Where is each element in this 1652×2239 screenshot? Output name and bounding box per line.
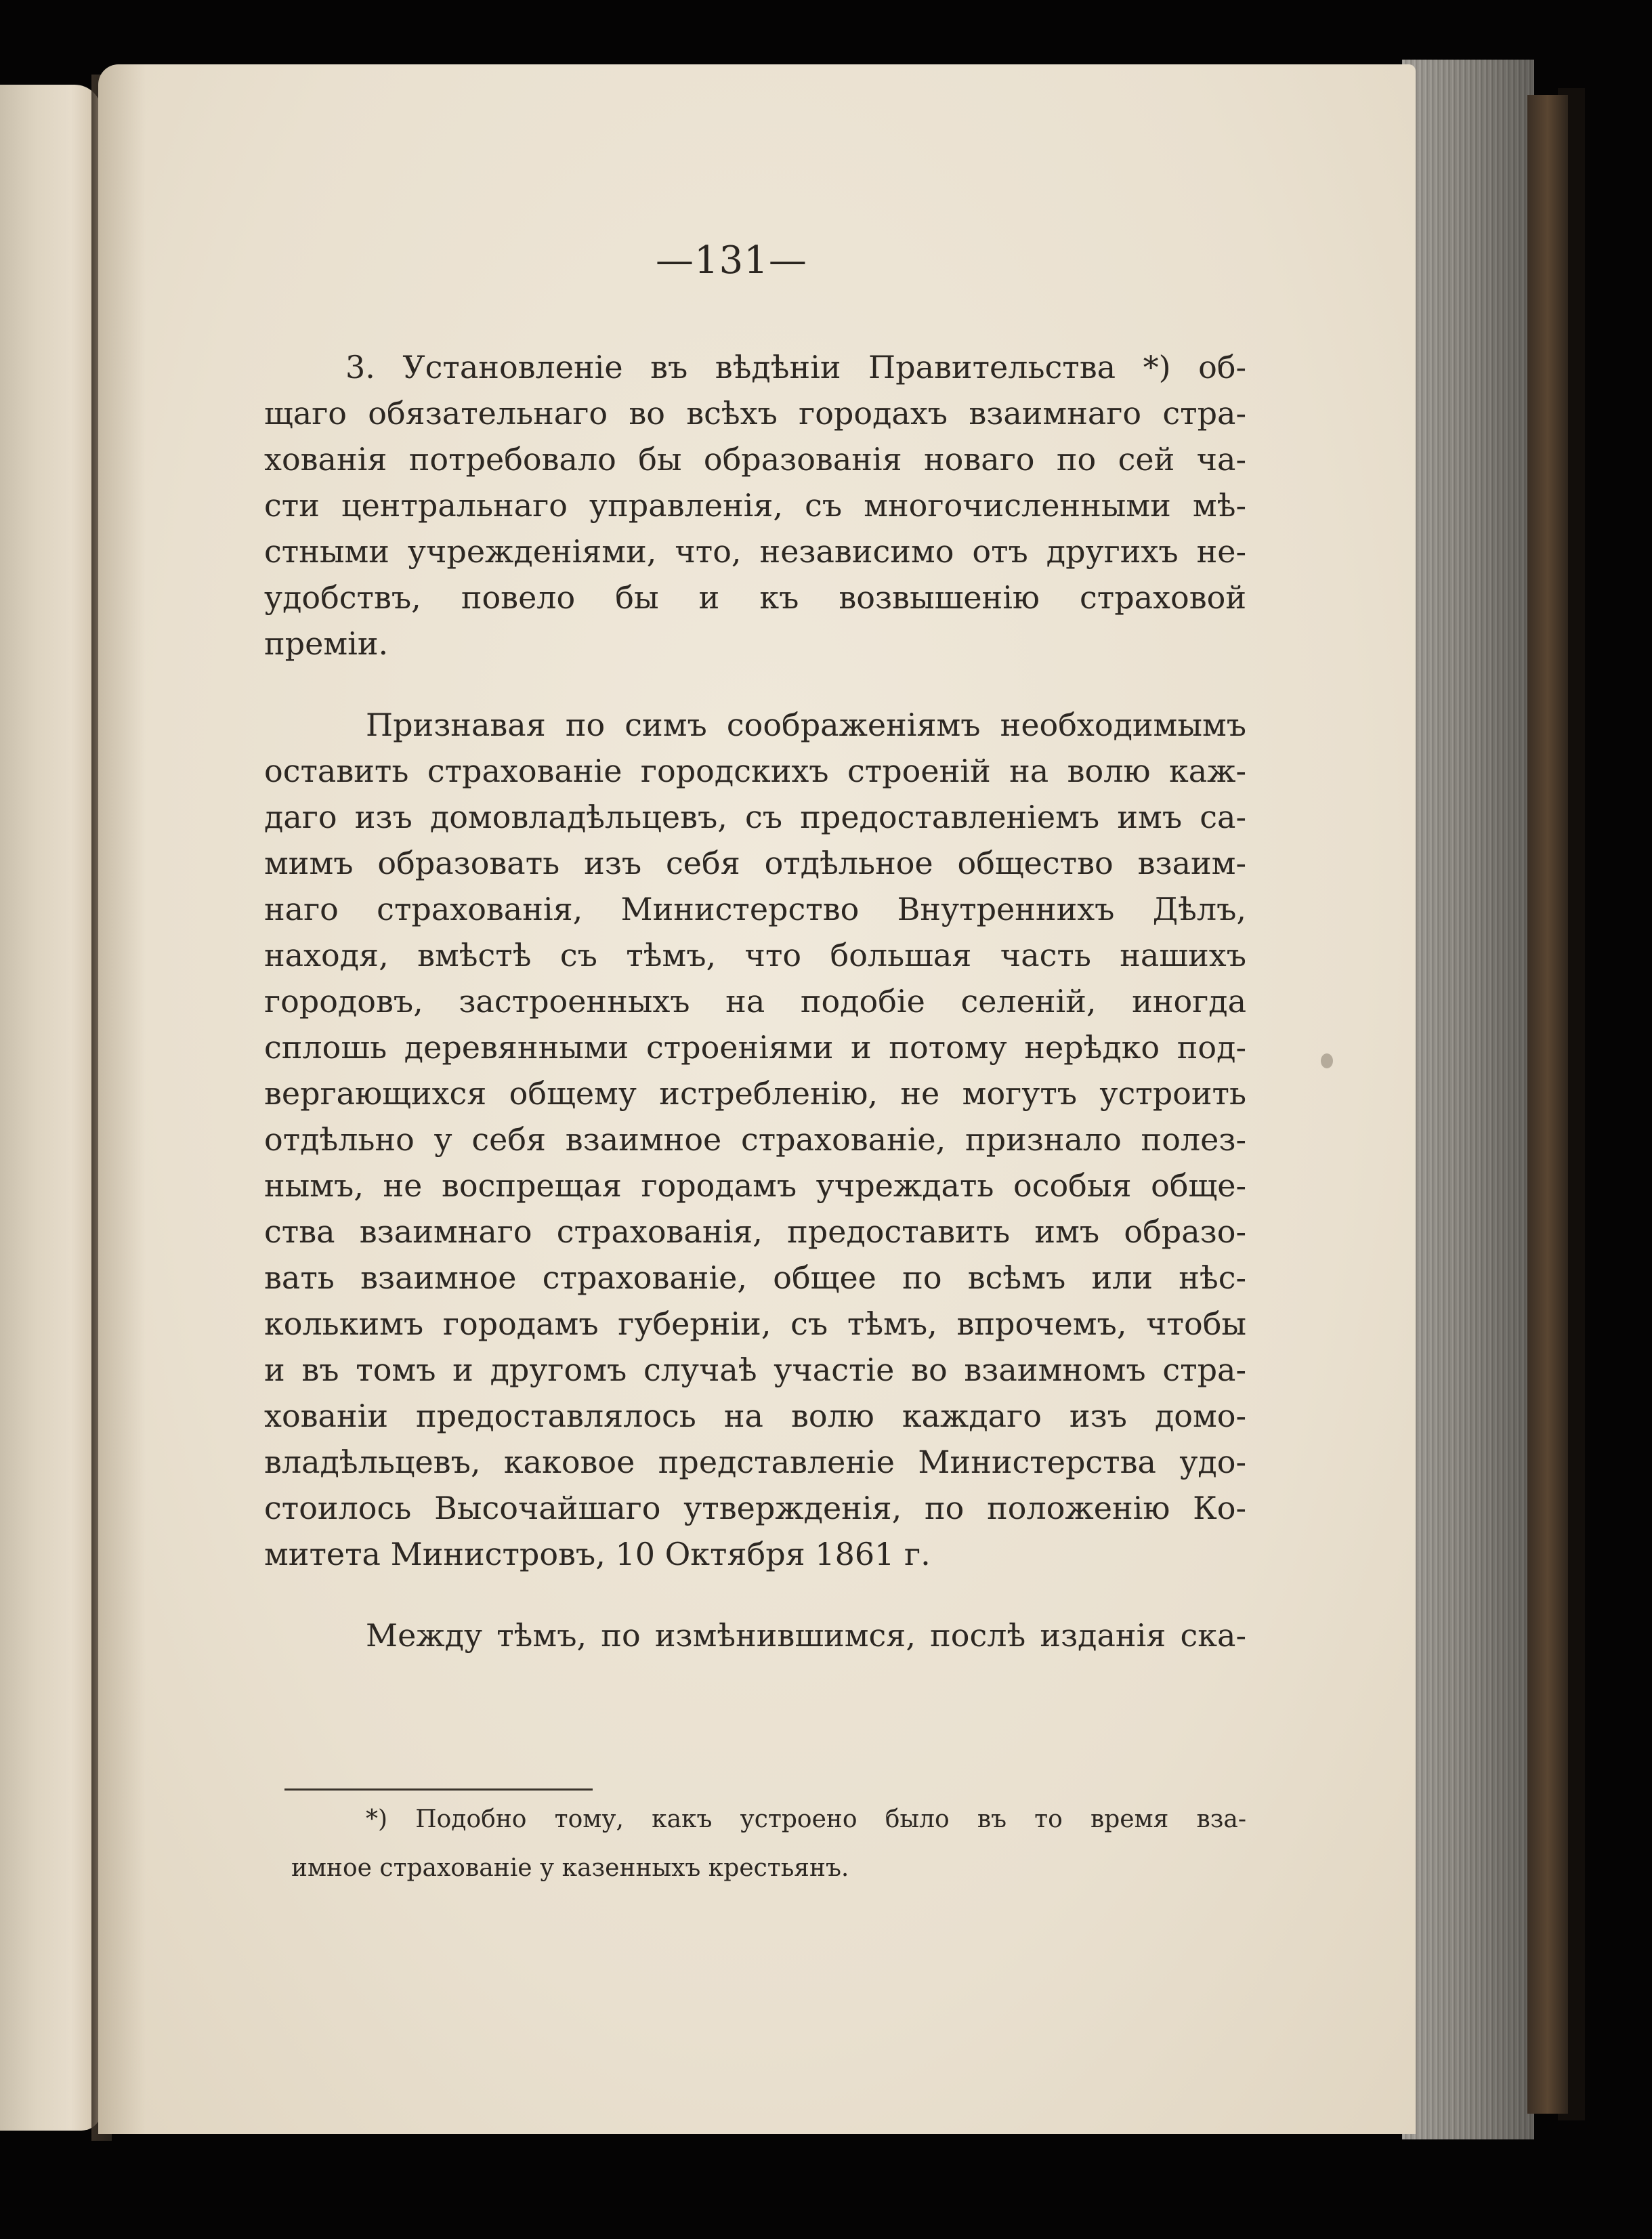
body-line: хованіи предоставлялось на волю каждаго изъ домо- <box>264 1398 1246 1434</box>
body-line: отдѣльно у себя взаимное страхованіе, признало полез- <box>264 1121 1246 1158</box>
paper-spot <box>1321 1053 1333 1068</box>
page-number: —131— <box>656 238 807 283</box>
body-line: 3. Установленіе въ вѣдѣніи Правительства *) об- <box>345 349 1246 385</box>
body-line: вергающихся общему истребленію, не могутъ устроить <box>264 1075 1246 1112</box>
body-line: городовъ, застроенныхъ на подобіе селеній, иногда <box>264 983 1246 1020</box>
body-line: хованія потребовало бы образованія новаго по сей ча- <box>264 441 1246 478</box>
footnote-line: имное страхованіе у казенныхъ крестьянъ. <box>291 1854 849 1882</box>
body-line: ства взаимнаго страхованія, предоставить имъ образо- <box>264 1213 1246 1250</box>
body-line: и въ томъ и другомъ случаѣ участіе во взаимномъ стра- <box>264 1352 1246 1388</box>
body-line: удобствъ, повело бы и къ возвышенію страховой <box>264 579 1246 616</box>
body-line: сти центральнаго управленія, съ многочисленными мѣ- <box>264 487 1246 524</box>
body-line: стными учрежденіями, что, независимо отъ другихъ не- <box>264 533 1246 570</box>
body-line: нымъ, не воспрещая городамъ учреждать особыя обще- <box>264 1167 1246 1204</box>
body-line: оставить страхованіе городскихъ строеній на волю каж- <box>264 753 1246 789</box>
body-line: сплошь деревянными строеніями и потому нерѣдко под- <box>264 1029 1246 1066</box>
body-line: Между тѣмъ, по измѣнившимся, послѣ изданія ска- <box>366 1617 1246 1654</box>
body-line: владѣльцевъ, каковое представленіе Министерства удо- <box>264 1444 1246 1480</box>
body-line: вать взаимное страхованіе, общее по всѣмъ или нѣс- <box>264 1259 1246 1296</box>
book-cover-edge <box>1527 95 1568 2114</box>
body-line: наго страхованія, Министерство Внутреннихъ Дѣлъ, <box>264 891 1246 927</box>
footnote-rule <box>284 1788 593 1791</box>
body-line: мимъ образовать изъ себя отдѣльное общество взаим- <box>264 845 1246 881</box>
body-line: находя, вмѣстѣ съ тѣмъ, что большая часть нашихъ <box>264 937 1246 974</box>
body-line: митета Министровъ, 10 Октября 1861 г. <box>264 1536 931 1572</box>
page-block-shade <box>1402 60 1534 2139</box>
body-line: щаго обязательнаго во всѣхъ городахъ взаимнаго стра- <box>264 395 1246 432</box>
footnote-line: *) Подобно тому, какъ устроено было въ то время вза- <box>366 1805 1246 1833</box>
body-line: Признавая по симъ соображеніямъ необходимымъ <box>366 707 1246 743</box>
body-line: колькимъ городамъ губерніи, съ тѣмъ, впрочемъ, чтобы <box>264 1305 1246 1342</box>
body-line: даго изъ домовладѣльцевъ, съ предоставленіемъ имъ са- <box>264 799 1246 835</box>
body-line: преміи. <box>264 625 389 662</box>
previous-page-edge <box>0 85 102 2131</box>
body-line: стоилось Высочайшаго утвержденія, по положенію Ко- <box>264 1490 1246 1526</box>
